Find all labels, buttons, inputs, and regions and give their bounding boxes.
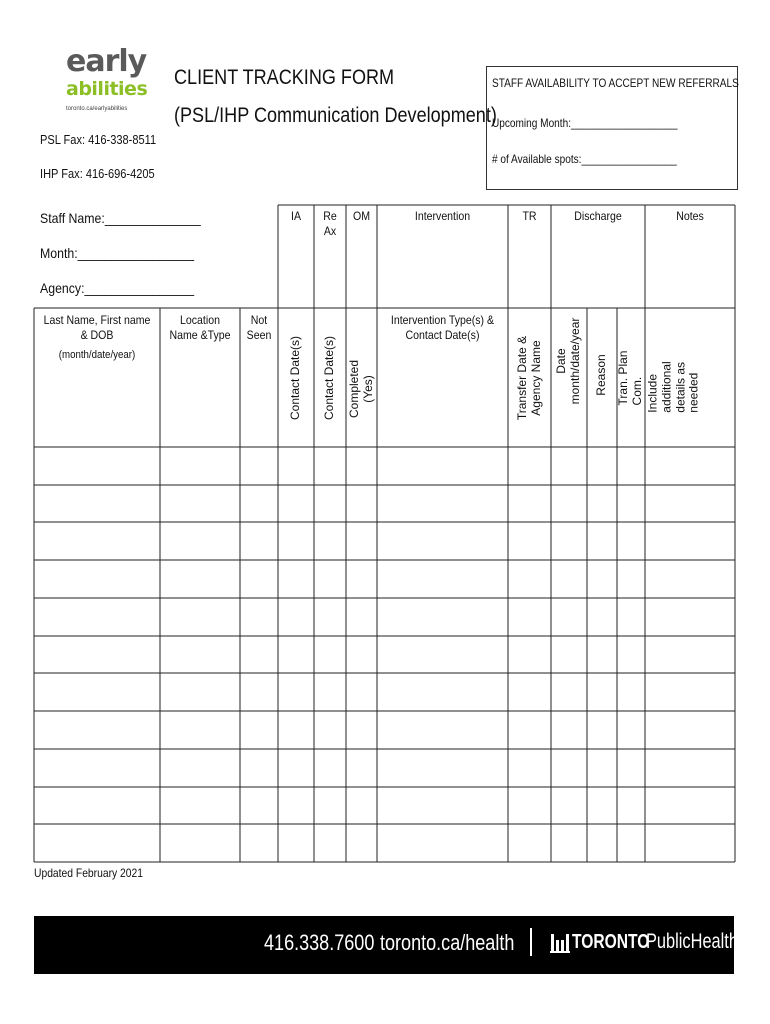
group-header-tr: TR: [522, 209, 537, 223]
column-discharge-date-cell: [551, 308, 587, 447]
available-spots-field[interactable]: # of Available spots:_________________: [492, 152, 677, 166]
footer-banner: [34, 916, 738, 974]
group-header-om: OM: [352, 209, 371, 223]
form-title: CLIENT TRACKING FORM: [174, 66, 395, 89]
group-header-ia: IA: [291, 209, 301, 223]
footer-separator: [530, 928, 532, 956]
column-tr-transfer: Transfer Date & Agency Name: [514, 335, 543, 420]
group-header-reax: Re Ax: [323, 209, 337, 238]
column-location: Location Name &Type: [169, 313, 231, 342]
group-header-intervention: Intervention: [414, 209, 471, 223]
footer-org-bold: TORONTO: [572, 931, 650, 953]
upcoming-month-field[interactable]: Upcoming Month:___________________: [492, 116, 678, 130]
column-name-dob-format: (month/date/year): [58, 349, 136, 361]
column-notes-include: Include additional details as needed: [645, 361, 701, 413]
column-discharge-reason-cell: [587, 308, 617, 447]
logo-brand-line2: abilities: [66, 78, 148, 100]
logo-brand-line1: early: [66, 44, 147, 79]
column-tr-transfer-cell: [508, 308, 551, 447]
psl-fax: PSL Fax: 416-338-8511: [40, 132, 157, 147]
footer-phone: 416.338.7600: [264, 930, 375, 955]
column-name-dob: Last Name, First name & DOB: [43, 313, 151, 342]
column-reax-contact-cell: [314, 308, 346, 447]
availability-heading: STAFF AVAILABILITY TO ACCEPT NEW REFERRALS: [492, 76, 739, 90]
column-ia-contact: Contact Date(s): [288, 335, 303, 420]
column-discharge-reason: Reason: [594, 354, 609, 396]
column-discharge-tran-cell: [617, 308, 645, 447]
footer-url: toronto.ca/health: [380, 930, 515, 955]
group-header-discharge: Discharge: [574, 209, 622, 223]
toronto-city-hall-icon: [550, 930, 570, 954]
footer-org-rest: PublicHealth: [646, 930, 738, 953]
column-om-completed: Completed (Yes): [346, 359, 375, 418]
column-notes-include-cell: [645, 308, 735, 447]
logo-url: toronto.ca/earlyabilities: [66, 106, 128, 112]
month-field[interactable]: Month:_________________: [40, 245, 195, 261]
column-discharge-date: Date month/date/year: [554, 317, 582, 405]
column-intervention-type: Intervention Type(s) & Contact Date(s): [390, 313, 495, 342]
agency-field[interactable]: Agency:________________: [40, 280, 195, 296]
updated-date-note: Updated February 2021: [34, 866, 144, 880]
group-header-notes: Notes: [676, 209, 704, 223]
ihp-fax: IHP Fax: 416-696-4205: [40, 166, 155, 181]
column-ia-contact-cell: [278, 308, 314, 447]
column-not-seen: Not Seen: [246, 313, 272, 342]
column-reax-contact: Contact Date(s): [322, 335, 337, 420]
form-subtitle: (PSL/IHP Communication Development): [174, 104, 497, 127]
column-om-completed-cell: [346, 308, 377, 447]
staff-name-field[interactable]: Staff Name:______________: [40, 210, 201, 226]
column-discharge-tran: Tran. Plan Com.: [616, 350, 644, 405]
